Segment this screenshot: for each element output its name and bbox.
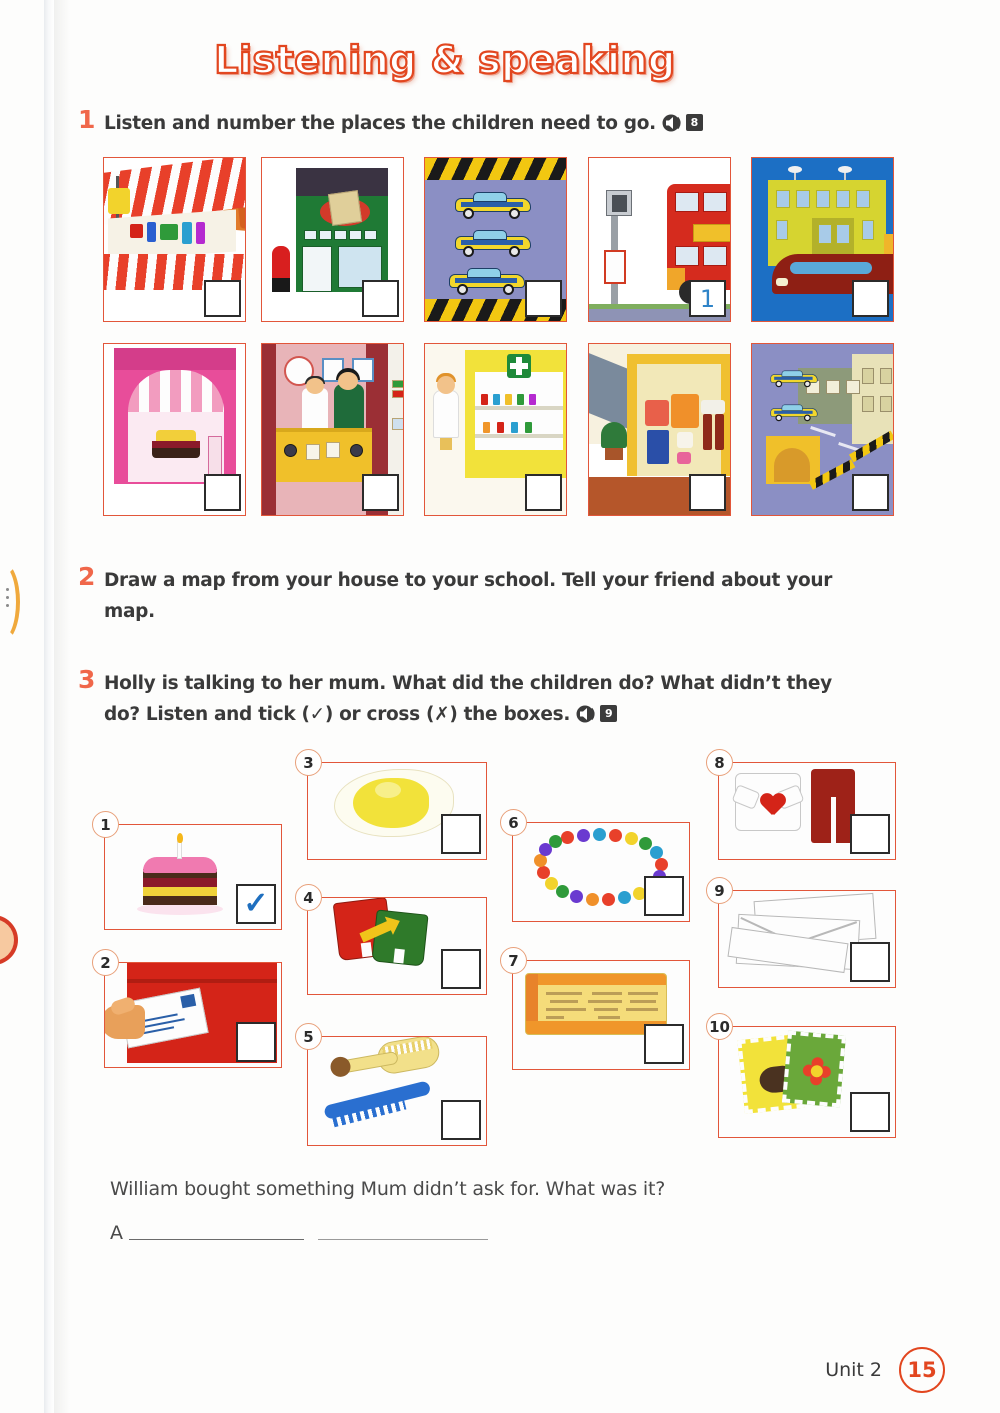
lamp-icon [838, 166, 852, 173]
item-number-badge: 7 [500, 947, 527, 974]
unit-label: Unit 2 [825, 1359, 882, 1381]
answer-box[interactable] [525, 280, 562, 317]
answer-box[interactable] [441, 949, 481, 989]
item-pyjamas[interactable] [714, 753, 896, 860]
bus-advert-panel [693, 224, 730, 242]
item-fried-egg[interactable] [303, 753, 487, 860]
answer-box[interactable] [204, 280, 241, 317]
answer-box[interactable] [850, 942, 890, 982]
window [334, 230, 347, 240]
train-headlight [776, 278, 788, 286]
picture-watch-shop[interactable] [261, 343, 404, 516]
shoes-icon [677, 432, 693, 448]
answer-box[interactable] [850, 814, 890, 854]
trouser-split [831, 797, 836, 843]
medicine-bottle-icon [517, 394, 524, 405]
flower-icon [802, 1056, 832, 1086]
shirt-icon [671, 394, 699, 428]
shoes-icon [677, 452, 691, 464]
window [776, 190, 790, 208]
train-window [790, 262, 872, 274]
entrance-window [818, 224, 832, 244]
cake-icon [152, 430, 200, 458]
item-posting-a-letter[interactable] [100, 953, 282, 1068]
medicine-bottle-icon [497, 422, 504, 433]
item-bead-necklace[interactable] [508, 813, 690, 922]
display-shelf [475, 434, 563, 438]
exercise-3-instruction-line-1: Holly is talking to her mum. What did the children do? What didn’t they [104, 673, 832, 694]
item-birthday-cake[interactable] [100, 815, 282, 930]
medicine-bottle-icon [493, 394, 500, 405]
answer-box[interactable] [441, 1100, 481, 1140]
clothes-item [130, 224, 143, 238]
clothes-item [196, 222, 205, 244]
car-park-arch [774, 448, 810, 482]
exercise-2-instruction: Draw a map from your house to your school. Tell your friend about your map. [104, 570, 833, 622]
police-car-icon [770, 405, 817, 420]
binding-gutter [44, 0, 54, 1413]
display-shelf [475, 406, 563, 410]
shopkeeper-head [306, 378, 324, 394]
plant-icon [601, 422, 627, 448]
pharmacist-legs [440, 436, 452, 450]
item-number-badge: 1 [92, 811, 119, 838]
clothes-item [182, 222, 192, 244]
answer-box[interactable] [689, 474, 726, 511]
item-ticket[interactable] [508, 951, 690, 1070]
police-car-icon [455, 192, 531, 216]
clothes-item [160, 224, 178, 240]
page-edge-arc-decoration [0, 562, 20, 642]
police-car-icon [770, 371, 817, 386]
window-display [475, 372, 563, 450]
item-number-badge: 8 [706, 749, 733, 776]
exercise-1-instruction [104, 108, 804, 139]
entrance-window [836, 224, 850, 244]
yellow-shirt-icon [108, 188, 130, 214]
bus-window [703, 192, 727, 212]
cake-icon [143, 851, 217, 913]
shelf-item [392, 390, 403, 398]
audio-track-badge: 8 [686, 114, 703, 131]
window [349, 230, 362, 240]
police-car-icon [449, 268, 525, 292]
bus-window [703, 246, 727, 266]
picture-train-station[interactable] [751, 157, 894, 322]
item-envelopes[interactable] [714, 881, 896, 988]
item-number-badge: 6 [500, 809, 527, 836]
closing-question: William bought something Mum didn’t ask for. What was it? [110, 1178, 666, 1200]
picture-car-park[interactable] [751, 343, 894, 516]
shelf-item [392, 380, 403, 388]
window [862, 220, 874, 240]
picture-bus-stop[interactable] [588, 157, 731, 322]
heart-icon [760, 794, 786, 818]
window [776, 220, 788, 240]
window [880, 368, 892, 384]
answer-line-1[interactable] [129, 1239, 304, 1240]
medicine-bottle-icon [505, 394, 512, 405]
item-number-badge: 2 [92, 949, 119, 976]
window [304, 230, 317, 240]
picture-market-stall[interactable] [103, 157, 246, 322]
answer-line-2[interactable] [318, 1239, 488, 1240]
window [880, 396, 892, 412]
display-item [326, 442, 340, 458]
lamp-icon [788, 166, 802, 173]
shopkeeper-body [302, 388, 328, 432]
window [862, 368, 874, 384]
answer-box[interactable] [850, 1092, 890, 1132]
window [816, 190, 830, 208]
shirt-icon [701, 400, 725, 414]
window [796, 190, 810, 208]
answer-box[interactable] [644, 1024, 684, 1064]
picture-post-office[interactable] [261, 157, 404, 322]
medicine-bottle-icon [483, 422, 490, 433]
display-item [306, 444, 320, 460]
answer-box[interactable]: 1 [689, 280, 726, 317]
answer-box[interactable] [852, 474, 889, 511]
flower-stamp-icon [782, 1031, 846, 1108]
page-edge-dots-decoration [6, 588, 10, 610]
answer-box[interactable] [236, 884, 276, 924]
medicine-bottle-icon [481, 394, 488, 405]
window [364, 230, 377, 240]
medicine-bottle-icon [511, 422, 518, 433]
bus-window [675, 192, 699, 212]
audio-cue-1[interactable] [662, 112, 703, 132]
picture-cake-shop[interactable] [103, 343, 246, 516]
audio-cue-3[interactable] [576, 703, 617, 723]
watch-icon [284, 444, 297, 457]
pyjama-top-icon [735, 773, 801, 831]
picture-chemist[interactable] [424, 343, 567, 516]
page-title: Listening & speaking [214, 38, 676, 82]
shop-door [302, 246, 332, 292]
answer-box[interactable] [644, 876, 684, 916]
bus-stop-sign-head [606, 190, 632, 216]
answer-box[interactable] [362, 280, 399, 317]
binding-shadow [54, 0, 70, 1413]
customer-head [338, 372, 358, 390]
answer-label: A [110, 1222, 123, 1244]
window [836, 190, 850, 208]
exercise-3-instruction [104, 668, 904, 730]
shirt-icon [645, 400, 669, 426]
bus-window [675, 246, 699, 266]
item-number-badge: 5 [295, 1023, 322, 1050]
item-number-badge: 9 [706, 877, 733, 904]
shop-counter [276, 432, 372, 482]
green-shorts-icon [371, 909, 428, 966]
shop-sign-board [328, 190, 362, 226]
answer-box[interactable] [362, 474, 399, 511]
exercise-3-number: 3 [78, 665, 96, 694]
wall-pillar-left [262, 344, 276, 515]
item-hairbrush-and-comb[interactable] [303, 1027, 487, 1146]
medicine-bottle-icon [529, 394, 536, 405]
answer-box[interactable] [236, 1022, 276, 1062]
answer-box[interactable] [852, 280, 889, 317]
item-number-badge: 3 [295, 749, 322, 776]
answer-box[interactable] [525, 474, 562, 511]
picture-police-station[interactable] [424, 157, 567, 322]
page-number-badge: 15 [899, 1347, 945, 1393]
postbox-base [272, 278, 290, 292]
pharmacist-body [433, 390, 459, 438]
picture-clothes-shop[interactable] [588, 343, 731, 516]
trousers-icon [647, 430, 669, 464]
police-car-icon [455, 230, 531, 254]
window [862, 396, 874, 412]
item-shorts[interactable] [303, 888, 487, 995]
hazard-stripe-top [425, 158, 566, 180]
watch-icon [350, 444, 363, 457]
audio-track-badge: 9 [600, 705, 617, 722]
item-number-badge: 4 [295, 884, 322, 911]
clothes-item [147, 222, 156, 242]
tick-mark: ✓ [243, 887, 269, 920]
speaker-icon [662, 112, 684, 132]
item-number-badge: 10 [706, 1013, 733, 1040]
speaker-icon [576, 703, 598, 723]
shelf-item [392, 418, 403, 430]
page-edge-semicircle-decoration [0, 915, 18, 965]
trousers-icon [715, 414, 724, 450]
green-cross-icon [507, 354, 531, 378]
exercise-1-number: 1 [78, 105, 96, 134]
item-postage-stamps[interactable] [709, 1017, 896, 1138]
window [846, 380, 860, 394]
exercise-1-instruction-text: Listen and number the places the children need to go. [104, 113, 656, 134]
answer-box[interactable] [441, 814, 481, 854]
shop-fascia [114, 348, 236, 370]
trousers-icon [703, 414, 712, 450]
window [826, 380, 840, 394]
medicine-bottle-icon [525, 422, 532, 433]
window [856, 190, 870, 208]
answer-row[interactable] [110, 1222, 810, 1244]
bus-timetable-sign [604, 250, 626, 284]
exercise-2-number: 2 [78, 562, 96, 591]
window [319, 230, 332, 240]
fried-egg-icon [334, 769, 454, 837]
exercise-3-instruction-line-2: do? Listen and tick (✓) or cross (✗) the boxes. [104, 704, 571, 725]
pharmacist-head [437, 376, 455, 394]
answer-box[interactable] [204, 474, 241, 511]
